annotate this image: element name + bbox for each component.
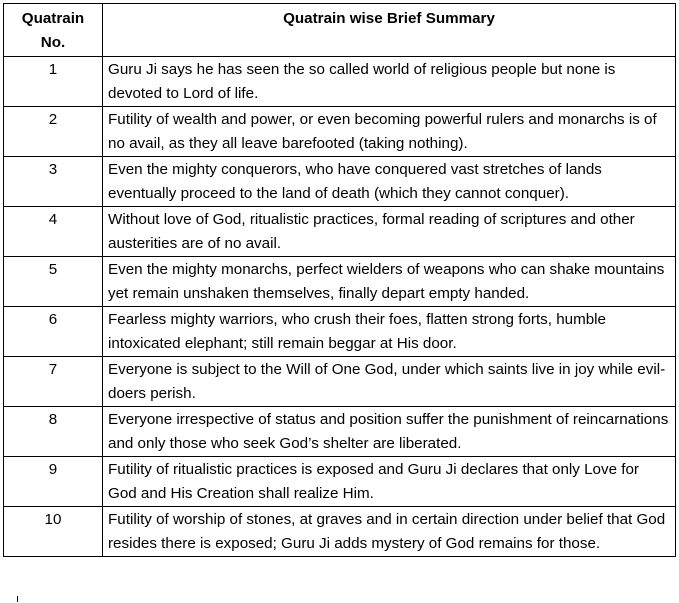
quatrain-summary: Without love of God, ritualistic practices, formal reading of scriptures and other austerities are of no avail. [103, 207, 676, 257]
table-row [4, 207, 676, 257]
table-row [4, 357, 676, 407]
quatrain-summary: Fearless mighty warriors, who crush their foes, flatten strong forts, humble intoxicated elephant; still remain beggar at His door. [103, 307, 676, 357]
quatrain-number: 7 [4, 357, 103, 407]
table-row [4, 457, 676, 507]
table-row [4, 407, 676, 457]
header-row [4, 4, 676, 57]
quatrain-summary: Even the mighty monarchs, perfect wielders of weapons who can shake mountains yet remain unshaken themselves, finally depart empty handed. [103, 257, 676, 307]
table-row [4, 507, 676, 557]
quatrain-number: 1 [4, 57, 103, 107]
quatrain-summary: Everyone is subject to the Will of One God, under which saints live in joy while evil-doers perish. [103, 357, 676, 407]
quatrain-number: 9 [4, 457, 103, 507]
quatrain-summary: Everyone irrespective of status and position suffer the punishment of reincarnations and only those who seek God’s shelter are liberated. [103, 407, 676, 457]
quatrain-summary: Futility of worship of stones, at graves and in certain direction under belief that God resides there is exposed; Guru Ji adds mystery of God remains for those. [103, 507, 676, 557]
table-row [4, 157, 676, 207]
table-row [4, 57, 676, 107]
quatrain-number: 3 [4, 157, 103, 207]
quatrain-summary: Futility of ritualistic practices is exposed and Guru Ji declares that only Love for God and His Creation shall realize Him. [103, 457, 676, 507]
quatrain-number: 10 [4, 507, 103, 557]
table-row [4, 257, 676, 307]
summary-header: Quatrain wise Brief Summary [103, 4, 676, 57]
text-cursor-mark [17, 596, 18, 602]
quatrain-number: 2 [4, 107, 103, 157]
table-row [4, 107, 676, 157]
quatrain-number-header: Quatrain No. [4, 4, 103, 57]
quatrain-number: 4 [4, 207, 103, 257]
quatrain-summary-table [3, 3, 676, 557]
quatrain-number: 6 [4, 307, 103, 357]
quatrain-summary: Guru Ji says he has seen the so called world of religious people but none is devoted to Lord of life. [103, 57, 676, 107]
table-row [4, 307, 676, 357]
quatrain-number: 8 [4, 407, 103, 457]
quatrain-number: 5 [4, 257, 103, 307]
quatrain-summary: Even the mighty conquerors, who have conquered vast stretches of lands eventually proceed to the land of death (which they cannot conquer). [103, 157, 676, 207]
quatrain-summary: Futility of wealth and power, or even becoming powerful rulers and monarchs is of no avail, as they all leave barefooted (taking nothing). [103, 107, 676, 157]
